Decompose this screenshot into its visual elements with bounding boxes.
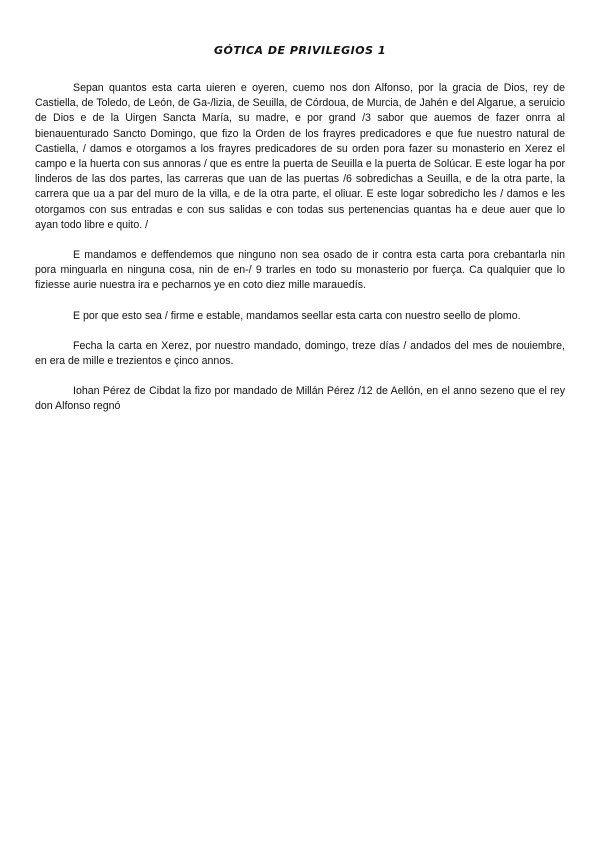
paragraph-date: Fecha la carta en Xerez, por nuestro mandado, domingo, treze días / andados del mes de nouiembre, en era de mille e trezientos e çinco annos. <box>35 339 565 368</box>
paragraph-grant: Sepan quantos esta carta uieren e oyeren, cuemo nos don Alfonso, por la gracia de Dios, rey de Castiella, de Toledo, de León, de Ga-/lizia, de Seuilla, de Córdoua, de Murcia, de Jahén e del Algarue, a seruicio de Dios e de la Uirgen Sancta María, su madre, e por grand /3 sabor que auemos de fazer onrra al bienauenturado Sancto Domingo, que fizo la Orden de los frayres predicadores e que fue nuestro natural de Castiella, / damos e otorgamos a los frayres predicadores de su orden pora fazer su monasterio en Xerez el campo e la huerta con sus annoras / que es entre la puerta de Seuilla e la puerta de Solúcar. E este logar ha por linderos de las dos partes, las carreras que uan de las puertas /6 sobredichas a Seuilla, e de la otra parte, la carrera que ua a par del muro de la villa, e de la otra parte, el oliuar. E este logar sobredicho les / damos e les otorgamos con sus entradas e con sus salidas e con todas sus pertenencias quantas ha e deue auer que lo ayan todo libre e quito. / <box>35 82 565 231</box>
document-title: GÓTICA DE PRIVILEGIOS 1 <box>214 44 386 57</box>
paragraph-scribe: Iohan Pérez de Cibdat la fizo por mandado de Millán Pérez /12 de Aellón, en el anno sezeno que el rey don Alfonso regnó <box>35 385 565 413</box>
paragraph-seal: E por que esto sea / firme e estable, mandamos seellar esta carta con nuestro seello de plomo. <box>73 309 521 322</box>
paragraph-prohibition: E mandamos e deffendemos que ninguno non sea osado de ir contra esta carta pora crebantarla nin pora minguarla en ninguna cosa, nin de en-/ 9 trarles en todo su monasterio por fuerça. Ca qualquier que lo fiziesse aurie nuestra ira e pecharnos ye en coto diez mille marauedís. <box>35 249 565 292</box>
document-body <box>35 81 565 430</box>
